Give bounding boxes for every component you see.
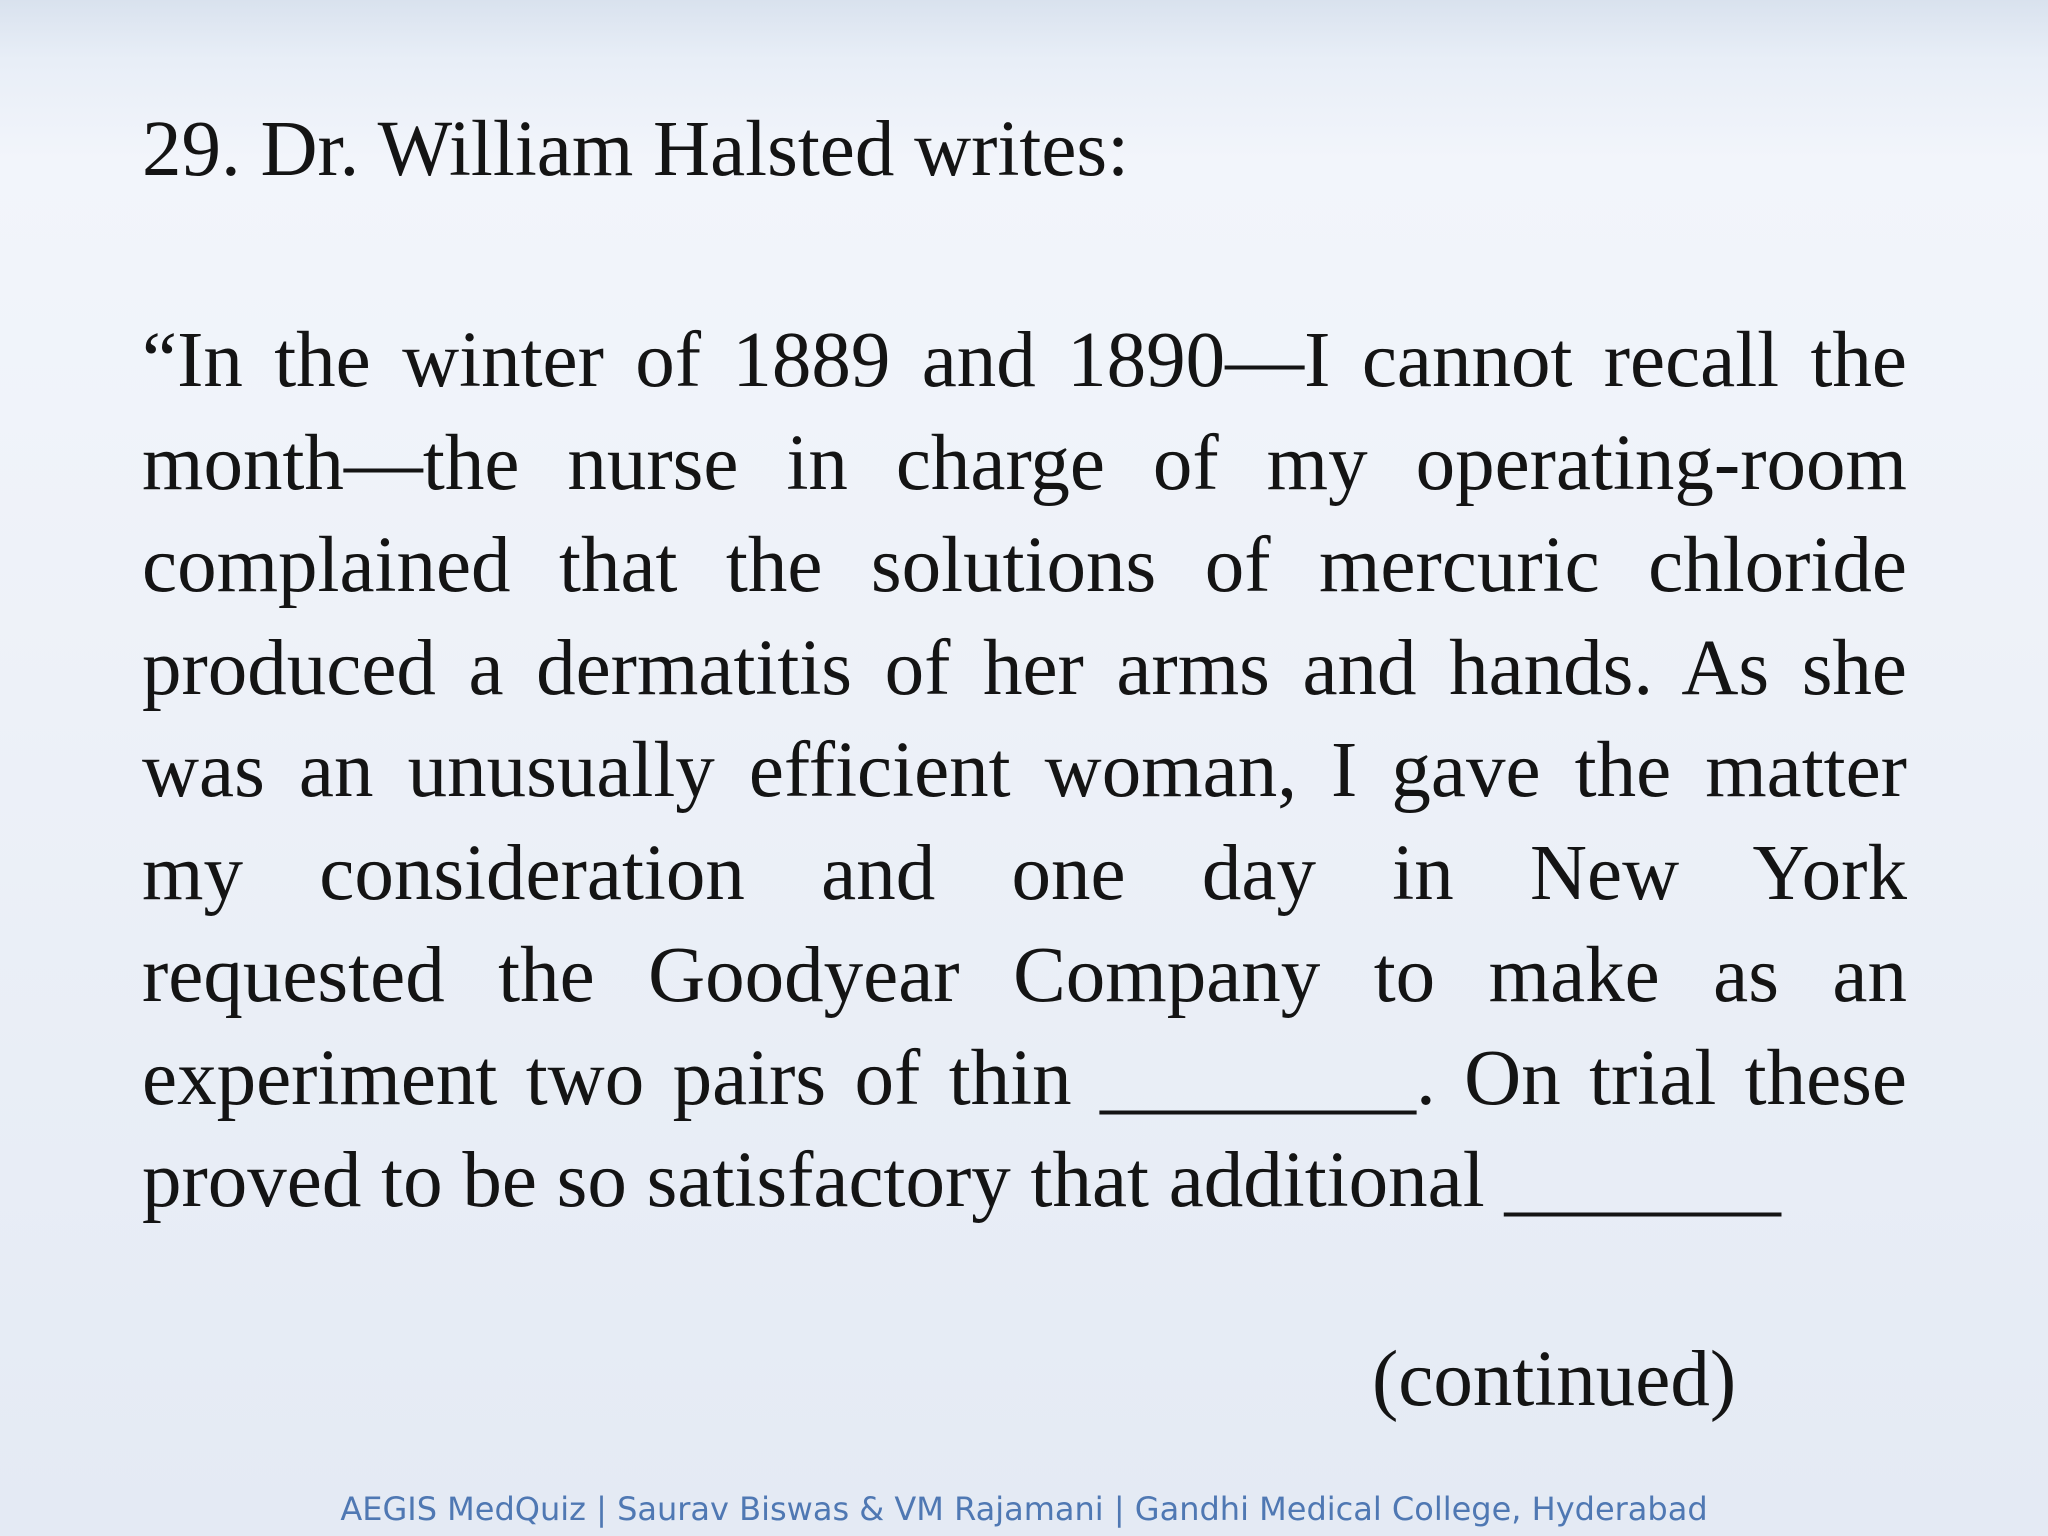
quote-line: month—the nurse in charge of my operating-room bbox=[142, 419, 1907, 507]
continued-label: (continued) bbox=[1372, 1336, 1737, 1423]
quote-line: “In the winter of 1889 and 1890—I cannot recall the bbox=[142, 317, 1907, 404]
quote-line: experiment two pairs of thin ________. On trial these bbox=[142, 1034, 1907, 1122]
quote-body bbox=[142, 310, 1907, 1233]
quote-line: complained that the solutions of mercuric chloride bbox=[142, 522, 1907, 609]
quote-line: produced a dermatitis of her arms and hands. As she bbox=[142, 624, 1907, 712]
quote-line: my consideration and one day in New York bbox=[142, 829, 1907, 917]
quote-line: was an unusually efficient woman, I gave the matter bbox=[142, 727, 1907, 814]
question-title: 29. Dr. William Halsted writes: bbox=[142, 106, 1130, 193]
footer-credits: AEGIS MedQuiz | Saurav Biswas & VM Rajamani | Gandhi Medical College, Hyderabad bbox=[340, 1490, 1708, 1528]
quote-line: requested the Goodyear Company to make as an bbox=[142, 932, 1907, 1019]
quote-line: proved to be so satisfactory that additional _______ bbox=[142, 1137, 1781, 1224]
